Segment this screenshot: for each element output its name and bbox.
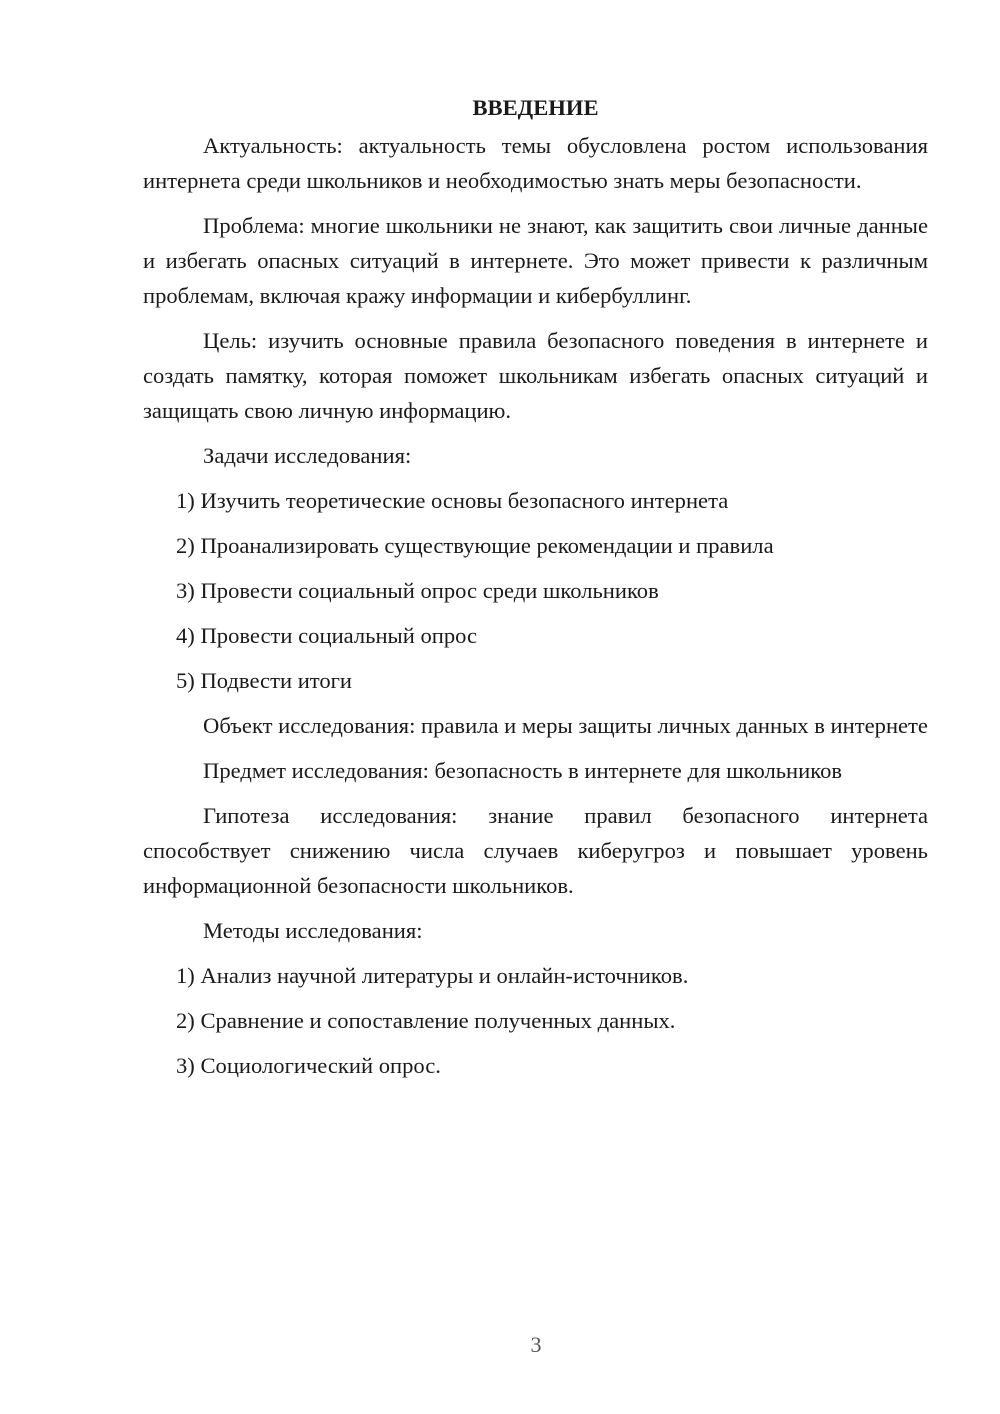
paragraph-object: Объект исследования: правила и меры защиты личных данных в интернете [203,713,928,738]
task-item-2: 2) Проанализировать существующие рекомендации и правила [176,533,774,558]
paragraph-problem: Проблема: многие школьники не знают, как защитить свои личные данные и избегать опасных ситуаций в интернете. Это может привести к различным проблемам, включая кражу информации и кибербуллинг. [143,213,928,308]
task-item-4: 4) Провести социальный опрос [176,623,478,648]
method-item-3: 3) Социологический опрос. [176,1053,441,1078]
tasks-heading: Задачи исследования: [203,443,412,468]
section-title: ВВЕДЕНИЕ [472,95,599,120]
method-item-2: 2) Сравнение и сопоставление полученных данных. [176,1008,676,1033]
methods-heading: Методы исследования: [203,918,423,943]
paragraph-hypothesis: Гипотеза исследования: знание правил безопасного интернета способствует снижению числа случаев киберугроз и повышает уровень информационной безопасности школьников. [143,803,928,898]
paragraph-subject: Предмет исследования: безопасность в интернете для школьников [203,758,843,783]
paragraph-goal: Цель: изучить основные правила безопасного поведения в интернете и создать памятку, которая поможет школьникам избегать опасных ситуаций и защищать свою личную информацию. [143,328,928,423]
page-number: 3 [530,1332,542,1357]
method-item-1: 1) Анализ научной литературы и онлайн-источников. [176,963,689,988]
task-item-1: 1) Изучить теоретические основы безопасного интернета [176,488,729,513]
paragraph-actuality: Актуальность: актуальность темы обусловлена ростом использования интернета среди школьников и необходимостью знать меры безопасности. [143,133,928,193]
task-item-5: 5) Подвести итоги [176,668,353,693]
task-item-3: 3) Провести социальный опрос среди школьников [176,578,659,603]
page-content [143,90,928,1083]
